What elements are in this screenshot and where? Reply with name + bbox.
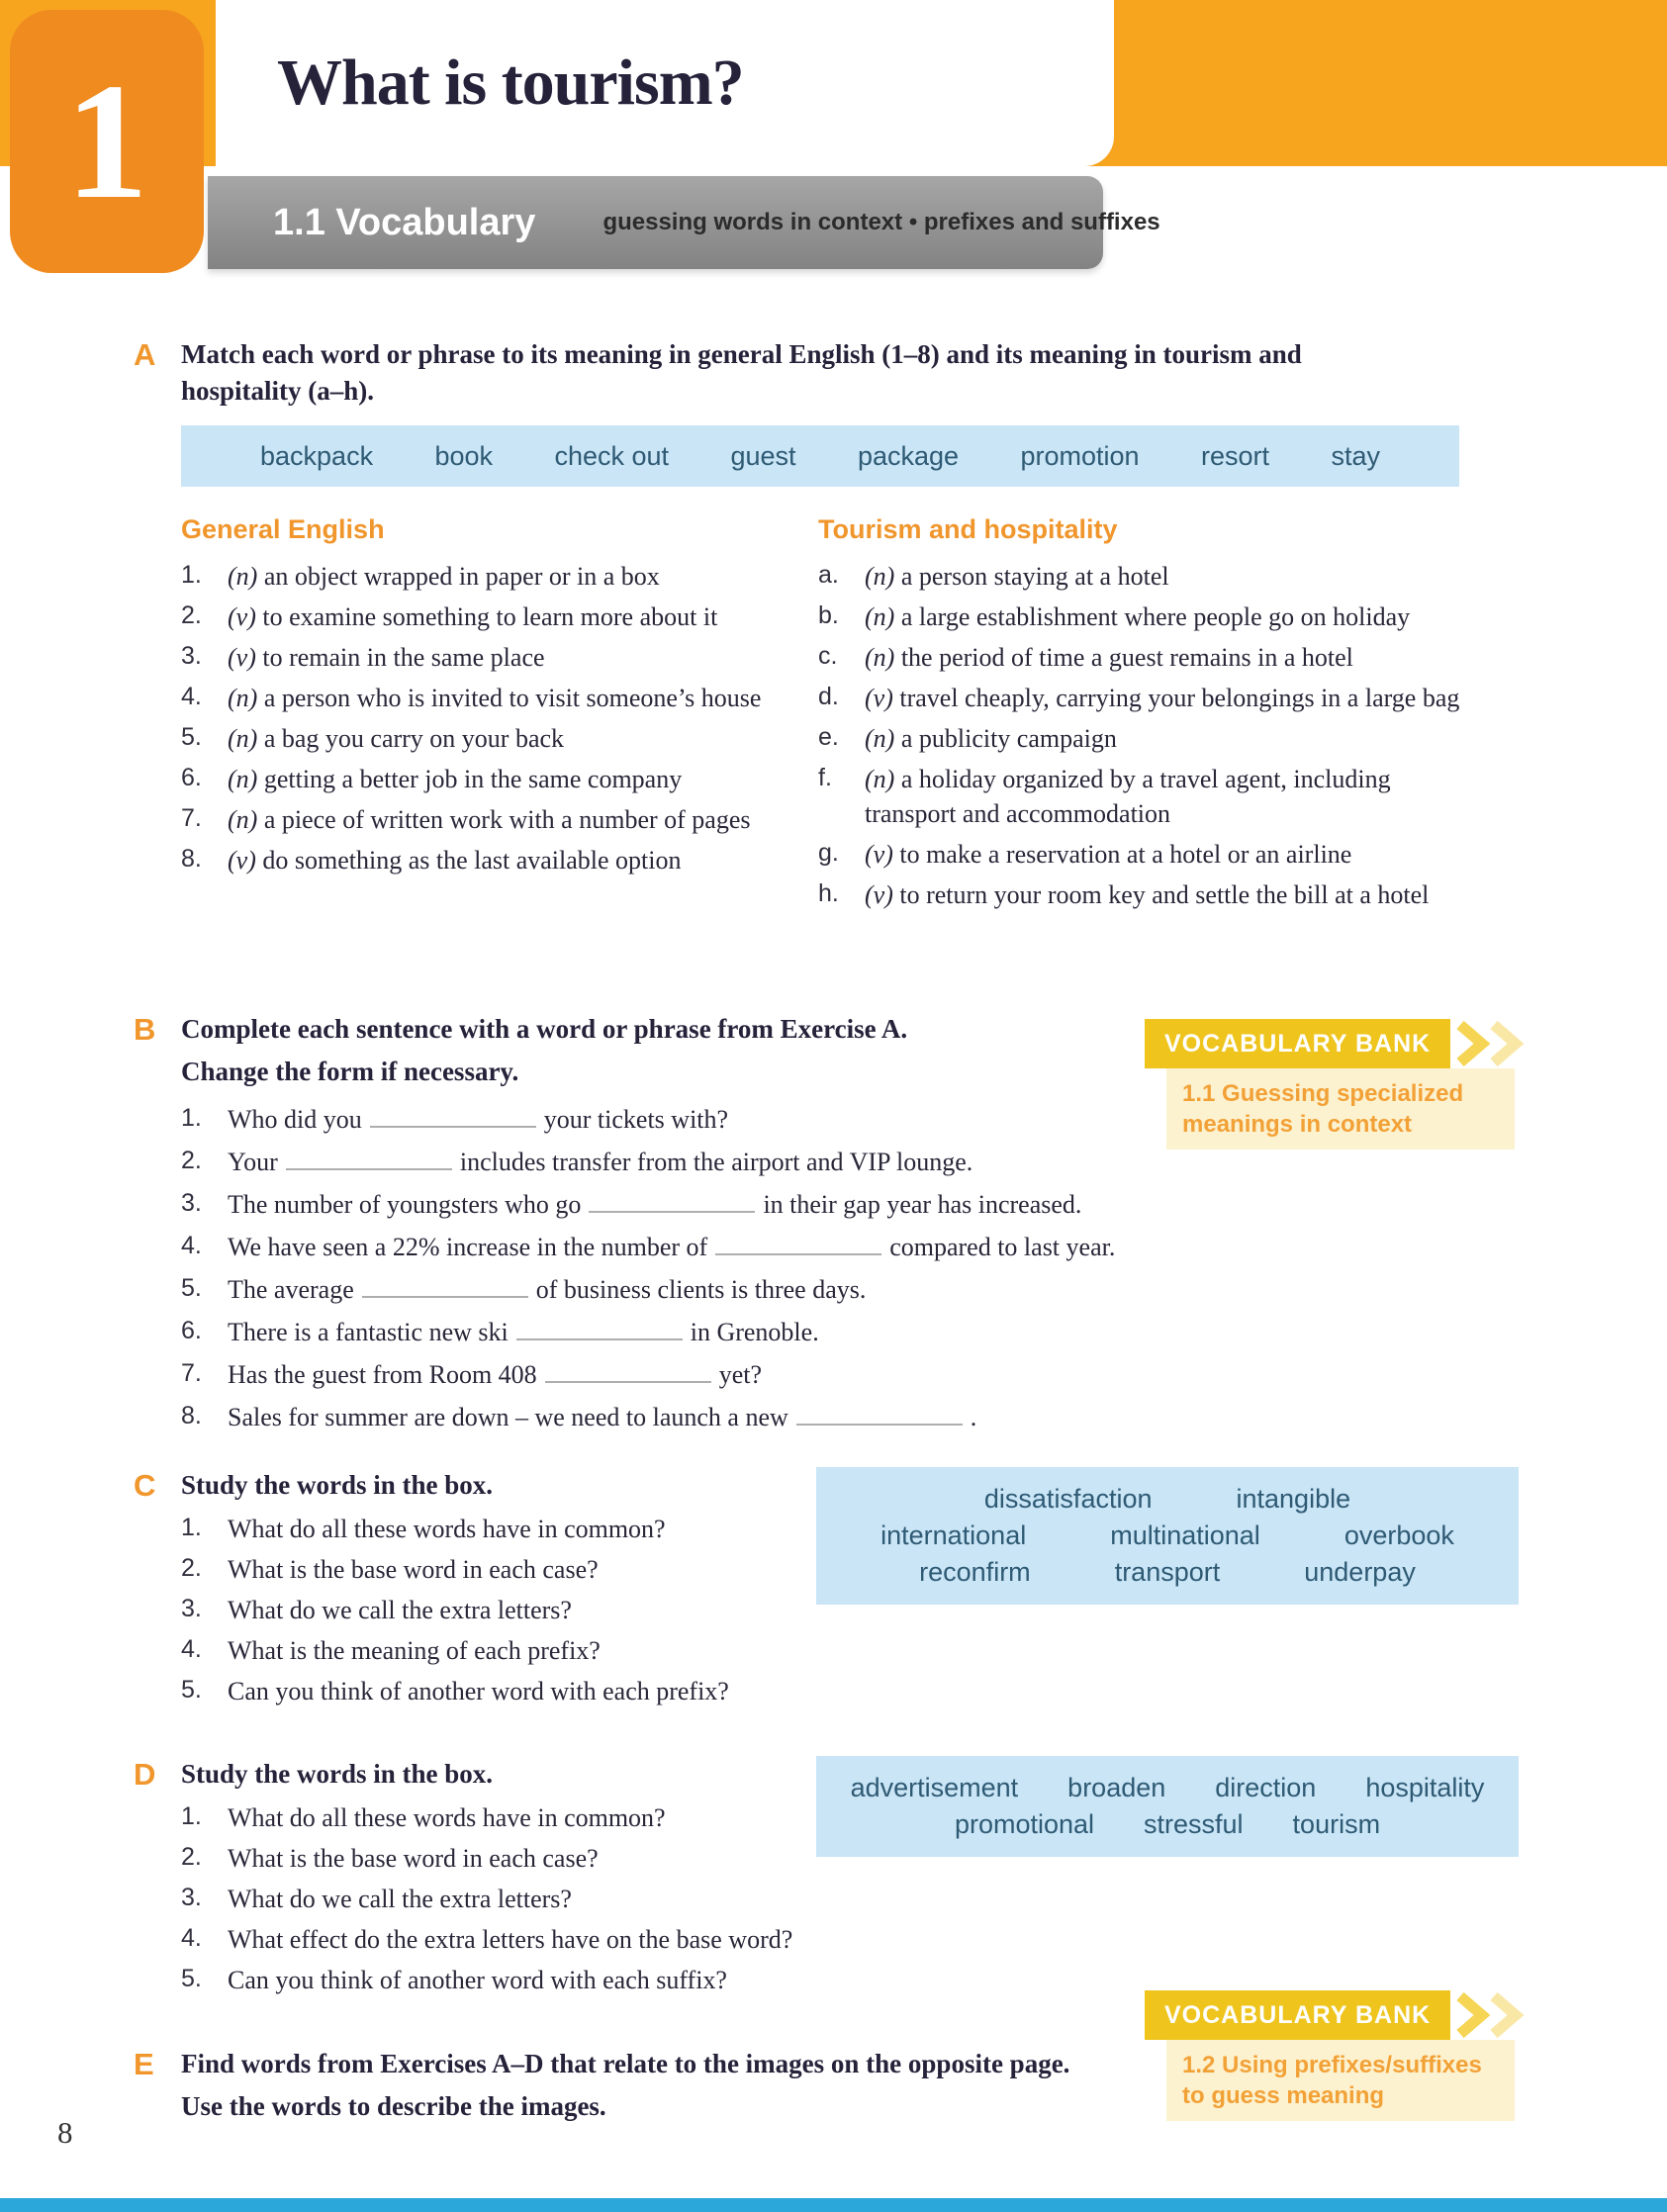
item-number: 2.	[181, 601, 202, 629]
item-text	[865, 599, 1410, 634]
word-box-row	[828, 1554, 1507, 1591]
definition-text: a holiday organized by a travel agent, including transport and accommodation	[865, 765, 1391, 828]
definition-item	[818, 762, 1471, 831]
item-text	[865, 877, 1429, 912]
question-text: What do we call the extra letters?	[228, 1885, 572, 1913]
vocabulary-bank-header	[1145, 1990, 1523, 2040]
general-english-column	[181, 514, 773, 918]
definition-text: to remain in the same place	[262, 643, 545, 672]
definition-text: a piece of written work with a number of pages	[263, 805, 751, 834]
item-letter: c.	[818, 642, 838, 670]
definition-item	[181, 599, 773, 634]
word-box-item: direction	[1215, 1773, 1317, 1802]
sentence-text	[228, 1315, 819, 1349]
tourism-hospitality-column	[818, 514, 1471, 918]
item-letter: e.	[818, 723, 839, 751]
exercise-instruction-line1: Complete each sentence with a word or phrase from Exercise A.	[181, 1014, 908, 1044]
question-text: What is the base word in each case?	[228, 1555, 599, 1584]
item-number: 2.	[181, 1554, 202, 1582]
definition-item	[818, 721, 1471, 756]
answer-blank	[286, 1147, 452, 1170]
general-english-list	[181, 559, 773, 877]
sentence-before-blank: There is a fantastic new ski	[228, 1318, 509, 1346]
column-heading-tourism-hospitality: Tourism and hospitality	[818, 514, 1118, 544]
vocabulary-bank-ref-number: 1.1	[1182, 1080, 1216, 1107]
gap-fill-sentence	[181, 1272, 1153, 1307]
section-subtitle: guessing words in context • prefixes and suffixes	[602, 209, 1160, 235]
word-box-item: dissatisfaction	[983, 1484, 1153, 1514]
question-item	[181, 1552, 816, 1587]
item-text	[228, 681, 761, 715]
definition-item	[181, 559, 773, 594]
item-number: 3.	[181, 1189, 202, 1217]
definition-text: a large establishment where people go on holiday	[900, 602, 1411, 631]
vocabulary-bank-ref-text: Guessing specialized meanings in context	[1182, 1080, 1464, 1138]
question-list	[181, 1512, 816, 1708]
word-box-item: intangible	[1236, 1484, 1351, 1514]
part-of-speech: (v)	[228, 643, 256, 672]
part-of-speech: (n)	[865, 643, 895, 672]
definition-text: to return your room key and settle the bill at a hotel	[899, 880, 1430, 909]
gap-fill-sentence	[181, 1400, 1153, 1434]
word-box-item: check out	[554, 440, 670, 471]
item-text	[865, 559, 1169, 594]
item-text	[228, 559, 660, 594]
item-number: 6.	[181, 764, 202, 791]
gap-fill-sentence	[181, 1357, 1153, 1392]
gap-fill-sentence	[181, 1145, 1153, 1179]
answer-blank	[516, 1317, 683, 1340]
item-text	[228, 640, 545, 675]
item-number: 6.	[181, 1317, 202, 1344]
sentence-after-blank: your tickets with?	[543, 1105, 729, 1134]
part-of-speech: (n)	[865, 562, 895, 591]
question-item	[181, 1882, 816, 1916]
answer-blank	[589, 1189, 755, 1213]
item-text	[228, 599, 717, 634]
word-box-item: international	[880, 1521, 1027, 1550]
definition-item	[818, 681, 1471, 715]
definition-item	[818, 877, 1471, 912]
unit-number: 1	[65, 49, 148, 233]
vocabulary-bank-reference	[1166, 1068, 1515, 1150]
word-box-prefixes	[816, 1467, 1519, 1605]
part-of-speech: (n)	[865, 724, 895, 753]
item-text	[228, 721, 564, 756]
tourism-hospitality-list	[818, 559, 1471, 912]
definition-item	[181, 681, 773, 715]
sentence-text	[228, 1230, 1115, 1264]
question-text: What do we call the extra letters?	[228, 1596, 572, 1624]
question-list	[181, 1800, 816, 1997]
item-number: 8.	[181, 1402, 202, 1429]
answer-blank	[796, 1402, 963, 1426]
answer-blank	[715, 1232, 881, 1255]
question-text: What is the meaning of each prefix?	[228, 1636, 601, 1665]
vocabulary-bank-title: VOCABULARY BANK	[1145, 1990, 1450, 2040]
exercise-instruction-line2: Use the words to describe the images.	[181, 2091, 606, 2121]
item-number: 4.	[181, 683, 202, 710]
exercise-e	[134, 2046, 1261, 2131]
unit-number-tab	[10, 10, 204, 273]
item-number: 3.	[181, 1884, 202, 1911]
part-of-speech: (n)	[228, 765, 258, 793]
item-number: 7.	[181, 804, 202, 832]
exercise-letter: A	[134, 337, 156, 372]
word-box-item: advertisement	[850, 1773, 1019, 1802]
definition-item	[818, 559, 1471, 594]
question-text: What do all these words have in common?	[228, 1515, 666, 1543]
item-text	[228, 843, 682, 877]
item-number: 5.	[181, 1965, 202, 1992]
word-box-item: hospitality	[1365, 1773, 1485, 1802]
part-of-speech: (n)	[865, 602, 895, 631]
sentence-text	[228, 1400, 976, 1434]
definition-text: to make a reservation at a hotel or an airline	[899, 840, 1352, 869]
vocabulary-bank-reference	[1166, 2040, 1515, 2121]
vocabulary-bank-ref-text: Using prefixes/suffixes to guess meaning	[1182, 2052, 1482, 2109]
definition-text: to examine something to learn more about it	[262, 602, 718, 631]
question-item	[181, 1633, 816, 1668]
word-box-row	[828, 1770, 1507, 1806]
part-of-speech: (n)	[865, 765, 895, 793]
definition-text: getting a better job in the same company	[263, 765, 683, 793]
sentence-list	[181, 1102, 1153, 1434]
word-box-item: resort	[1200, 440, 1270, 471]
question-item	[181, 1800, 816, 1835]
question-item	[181, 1841, 816, 1876]
definition-item	[181, 640, 773, 675]
gap-fill-sentence	[181, 1187, 1153, 1222]
sentence-before-blank: Has the guest from Room 408	[228, 1360, 537, 1389]
item-number: 4.	[181, 1635, 202, 1663]
word-box-item: stay	[1331, 440, 1380, 471]
item-letter: a.	[818, 561, 839, 589]
definition-text: a person staying at a hotel	[900, 562, 1169, 591]
word-box-item: transport	[1114, 1557, 1221, 1587]
word-box-item: promotional	[954, 1809, 1095, 1839]
item-number: 4.	[181, 1232, 202, 1259]
sentence-after-blank: includes transfer from the airport and VIP lounge.	[459, 1148, 973, 1176]
word-box-item: broaden	[1067, 1773, 1166, 1802]
item-text	[865, 721, 1117, 756]
page-number: 8	[57, 2115, 73, 2150]
question-text: What do all these words have in common?	[228, 1803, 666, 1832]
word-box-row	[828, 1806, 1507, 1843]
matching-columns	[181, 514, 1469, 918]
gap-fill-sentence	[181, 1102, 1153, 1137]
word-box-item: overbook	[1343, 1521, 1454, 1550]
word-box	[181, 425, 1459, 487]
exercise-instruction: Study the words in the box.	[181, 1470, 494, 1500]
definition-item	[818, 837, 1471, 872]
exercise-letter: C	[134, 1468, 156, 1503]
gap-fill-sentence	[181, 1230, 1153, 1264]
item-number: 4.	[181, 1924, 202, 1952]
sentence-after-blank: compared to last year.	[889, 1233, 1116, 1261]
definition-item	[181, 802, 773, 837]
question-text: What is the base word in each case?	[228, 1844, 599, 1873]
sentence-before-blank: Your	[228, 1148, 278, 1176]
exercise-instruction-line2: Change the form if necessary.	[181, 1057, 519, 1086]
item-number: 1.	[181, 1104, 202, 1132]
item-text	[865, 681, 1459, 715]
sentence-before-blank: The number of youngsters who go	[228, 1190, 582, 1219]
item-number: 1.	[181, 1802, 202, 1830]
sentence-after-blank: .	[970, 1403, 977, 1431]
sentence-before-blank: We have seen a 22% increase in the number of	[228, 1233, 708, 1261]
question-item	[181, 1963, 816, 1997]
item-text	[865, 640, 1353, 675]
title-panel	[216, 0, 1114, 166]
exercise-letter: D	[134, 1757, 156, 1792]
word-box-item: backpack	[260, 440, 374, 471]
definition-text: the period of time a guest remains in a hotel	[900, 643, 1353, 672]
exercise-d	[134, 1756, 816, 2003]
exercise-b	[134, 1011, 1153, 1442]
chevron-right-icon	[1452, 1019, 1535, 1068]
sentence-after-blank: in their gap year has increased.	[763, 1190, 1082, 1219]
part-of-speech: (v)	[865, 880, 893, 909]
definition-text: travel cheaply, carrying your belongings in a large bag	[899, 684, 1460, 712]
item-text	[865, 837, 1351, 872]
item-number: 1.	[181, 1514, 202, 1541]
sentence-after-blank: in Grenoble.	[690, 1318, 819, 1346]
sentence-text	[228, 1187, 1081, 1222]
item-number: 2.	[181, 1843, 202, 1871]
chevron-right-icon	[1452, 1990, 1535, 2040]
item-letter: g.	[818, 839, 839, 867]
question-text: Can you think of another word with each suffix?	[228, 1966, 727, 1994]
definition-text: a bag you carry on your back	[263, 724, 565, 753]
definition-text: do something as the last available option	[262, 846, 682, 875]
part-of-speech: (n)	[228, 724, 258, 753]
exercise-instruction-line1: Find words from Exercises A–D that relate to the images on the opposite page.	[181, 2049, 1070, 2078]
part-of-speech: (n)	[228, 684, 258, 712]
vocabulary-bank-1	[1145, 1019, 1523, 1150]
word-box-suffixes	[816, 1756, 1519, 1857]
word-box-item: multinational	[1110, 1521, 1260, 1550]
gap-fill-sentence	[181, 1315, 1153, 1349]
item-number: 1.	[181, 561, 202, 589]
item-number: 2.	[181, 1147, 202, 1174]
item-letter: h.	[818, 879, 839, 907]
question-text: Can you think of another word with each prefix?	[228, 1677, 729, 1705]
definition-text: a publicity campaign	[900, 724, 1117, 753]
exercise-instruction: Match each word or phrase to its meaning in general English (1–8) and its meaning in tourism and hospitality (a–h).	[181, 339, 1302, 406]
answer-blank	[545, 1359, 711, 1383]
item-number: 5.	[181, 1274, 202, 1302]
sentence-after-blank: of business clients is three days.	[535, 1275, 867, 1304]
sentence-before-blank: The average	[228, 1275, 354, 1304]
item-number: 5.	[181, 1676, 202, 1704]
definition-item	[181, 721, 773, 756]
word-box-item: underpay	[1304, 1557, 1416, 1587]
question-text: What effect do the extra letters have on the base word?	[228, 1925, 793, 1954]
word-box-item: book	[434, 440, 494, 471]
definition-text: an object wrapped in paper or in a box	[263, 562, 660, 591]
sentence-text	[228, 1272, 866, 1307]
item-number: 3.	[181, 642, 202, 670]
item-text	[228, 762, 682, 796]
sentence-text	[228, 1145, 972, 1179]
definition-item	[818, 640, 1471, 675]
item-letter: f.	[818, 764, 832, 791]
item-text	[228, 802, 751, 837]
column-heading-general-english: General English	[181, 514, 385, 544]
question-item	[181, 1512, 816, 1546]
definition-item	[181, 843, 773, 877]
page-title: What is tourism?	[277, 46, 744, 119]
item-letter: d.	[818, 683, 839, 710]
question-item	[181, 1674, 816, 1708]
part-of-speech: (v)	[228, 846, 256, 875]
item-number: 5.	[181, 723, 202, 751]
part-of-speech: (n)	[228, 805, 258, 834]
vocabulary-bank-title: VOCABULARY BANK	[1145, 1019, 1450, 1068]
sentence-before-blank: Who did you	[228, 1105, 362, 1134]
exercise-letter: B	[134, 1012, 156, 1047]
exercise-instruction: Study the words in the box.	[181, 1759, 494, 1789]
part-of-speech: (v)	[228, 602, 256, 631]
exercise-a	[134, 336, 1469, 918]
part-of-speech: (v)	[865, 684, 893, 712]
part-of-speech: (n)	[228, 562, 258, 591]
bottom-edge-strip	[0, 2198, 1667, 2212]
item-number: 8.	[181, 845, 202, 873]
vocabulary-bank-2	[1145, 1990, 1523, 2121]
vocabulary-bank-ref-number: 1.2	[1182, 2052, 1216, 2078]
exercise-letter: E	[134, 2047, 154, 2081]
item-text	[865, 762, 1471, 831]
definition-text: a person who is invited to visit someone’s house	[263, 684, 762, 712]
section-bar	[208, 176, 1160, 269]
definition-item	[181, 762, 773, 796]
item-number: 7.	[181, 1359, 202, 1387]
word-box-item: tourism	[1292, 1809, 1381, 1839]
answer-blank	[362, 1274, 528, 1298]
question-item	[181, 1922, 816, 1957]
sentence-text	[228, 1102, 728, 1137]
part-of-speech: (v)	[865, 840, 893, 869]
exercise-c	[134, 1467, 816, 1714]
sentence-before-blank: Sales for summer are down – we need to launch a new	[228, 1403, 788, 1431]
sentence-text	[228, 1357, 762, 1392]
item-letter: b.	[818, 601, 839, 629]
word-box-item: package	[857, 440, 960, 471]
word-box-row	[828, 1518, 1507, 1554]
item-number: 3.	[181, 1595, 202, 1622]
question-item	[181, 1593, 816, 1627]
sentence-after-blank: yet?	[718, 1360, 762, 1389]
definition-item	[818, 599, 1471, 634]
word-box-row	[828, 1481, 1507, 1518]
section-label: 1.1 Vocabulary	[273, 201, 536, 243]
answer-blank	[370, 1104, 536, 1128]
word-box-item: guest	[730, 440, 796, 471]
word-box-item: reconfirm	[919, 1557, 1031, 1587]
word-box-item: stressful	[1144, 1809, 1244, 1839]
vocabulary-bank-header	[1145, 1019, 1523, 1068]
word-box-item: promotion	[1020, 440, 1140, 471]
